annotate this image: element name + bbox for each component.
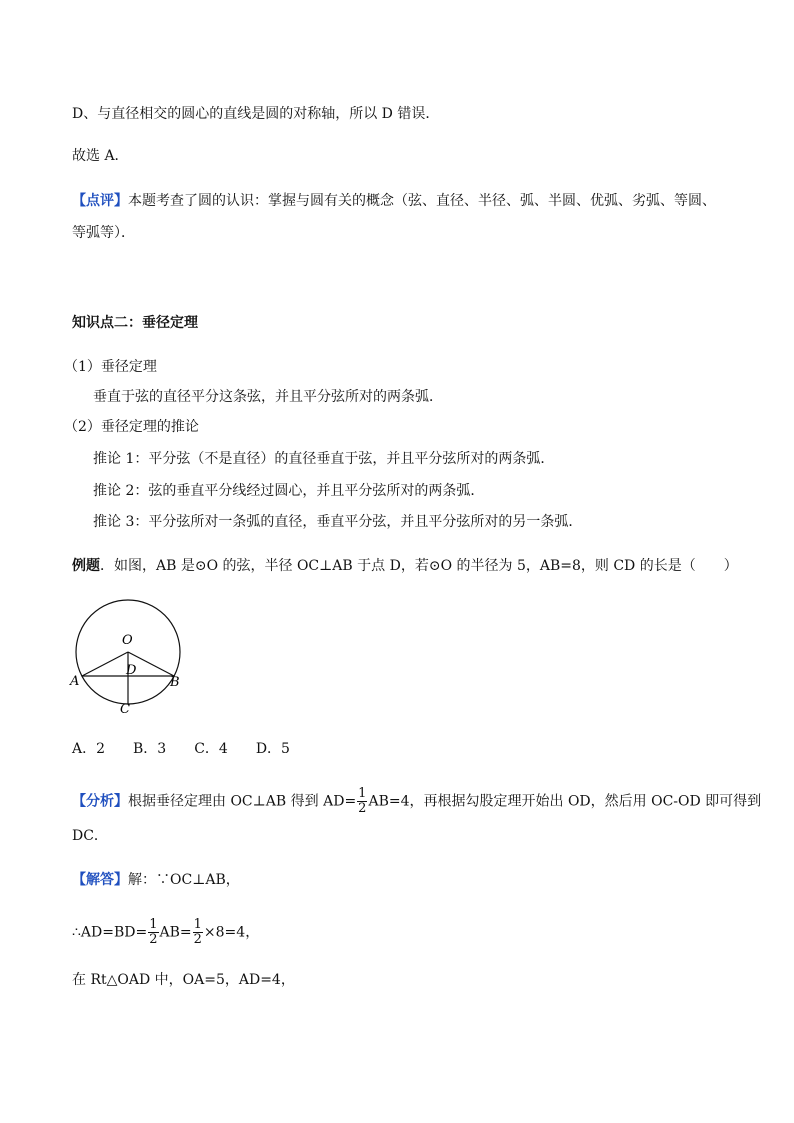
corollary-1: 推论 1：平分弦（不是直径）的直径垂直于弦，并且平分弦所对的两条弧． bbox=[93, 451, 555, 467]
comment-line-2: 等弧等）． bbox=[72, 225, 135, 241]
option-d-explanation: D、与直径相交的圆心的直线是圆的对称轴，所以 D 错误． bbox=[72, 106, 440, 122]
analysis-post: AB=4，再根据勾股定理开始出 OD，然后用 OC-OD 即可得到 bbox=[368, 793, 762, 810]
comment-text-1: 本题考查了圆的认识：掌握与圆有关的概念（弦、直径、半径、弧、半圆、优弧、劣弧、等圆、 bbox=[128, 193, 716, 209]
analysis-tag: 【分析】 bbox=[72, 793, 128, 810]
example-text: ．如图，AB 是⊙O 的弦，半径 OC⊥AB 于点 D，若⊙O 的半径为 5，AB=8，则 CD 的长是（ ） bbox=[100, 558, 738, 574]
label-a: A bbox=[70, 674, 80, 689]
fraction-denominator: 2 bbox=[193, 932, 202, 947]
fraction-denominator: 2 bbox=[149, 932, 158, 947]
comment-tag: 【点评】 bbox=[72, 193, 128, 209]
example-question bbox=[72, 556, 738, 576]
analysis-line-1 bbox=[72, 787, 761, 816]
example-tag: 例题 bbox=[72, 558, 100, 574]
solution-text-2b: AB= bbox=[159, 924, 192, 941]
solution-text-1: 解：∵OC⊥AB， bbox=[128, 872, 240, 888]
solution-text-2a: ∴AD=BD= bbox=[72, 924, 148, 941]
solution-line-3: 在 Rt△OAD 中，OA=5，AD=4， bbox=[72, 972, 295, 988]
theorem-title: （1）垂径定理 bbox=[64, 359, 157, 375]
fraction-half-2 bbox=[193, 918, 203, 947]
theorem-text: 垂直于弦的直径平分这条弦，并且平分弦所对的两条弧． bbox=[93, 389, 443, 405]
label-o: O bbox=[122, 633, 133, 648]
answer-options: A．2 B．3 C．4 D．5 bbox=[72, 741, 290, 757]
analysis-pre: 根据垂径定理由 OC⊥AB 得到 AD= bbox=[128, 793, 357, 810]
label-b: B bbox=[170, 675, 180, 690]
fraction-numerator: 1 bbox=[193, 917, 202, 932]
comment-line-1 bbox=[72, 191, 716, 211]
solution-text-2c: ×8=4， bbox=[203, 924, 260, 941]
radius-oa bbox=[82, 652, 128, 676]
circle-diagram bbox=[64, 596, 194, 721]
fraction-numerator: 1 bbox=[149, 917, 158, 932]
fraction-denominator: 2 bbox=[358, 801, 367, 816]
corollary-title: （2）垂径定理的推论 bbox=[64, 419, 199, 435]
fraction-numerator: 1 bbox=[358, 786, 367, 801]
section-title: 知识点二：垂径定理 bbox=[72, 315, 198, 331]
corollary-2: 推论 2：弦的垂直平分线经过圆心，并且平分弦所对的两条弧． bbox=[93, 483, 485, 499]
solution-line-2 bbox=[72, 918, 259, 947]
analysis-line-2: DC． bbox=[72, 828, 108, 844]
corollary-3: 推论 3：平分弦所对一条弧的直径，垂直平分弦，并且平分弦所对的另一条弧． bbox=[93, 514, 583, 530]
solution-line-1 bbox=[72, 870, 240, 890]
label-d: D bbox=[126, 663, 137, 678]
fraction-half-1 bbox=[148, 918, 158, 947]
fraction-half bbox=[357, 787, 367, 816]
solution-tag: 【解答】 bbox=[72, 872, 128, 888]
label-c: C bbox=[120, 702, 130, 717]
answer-choice: 故选 A． bbox=[72, 148, 129, 164]
